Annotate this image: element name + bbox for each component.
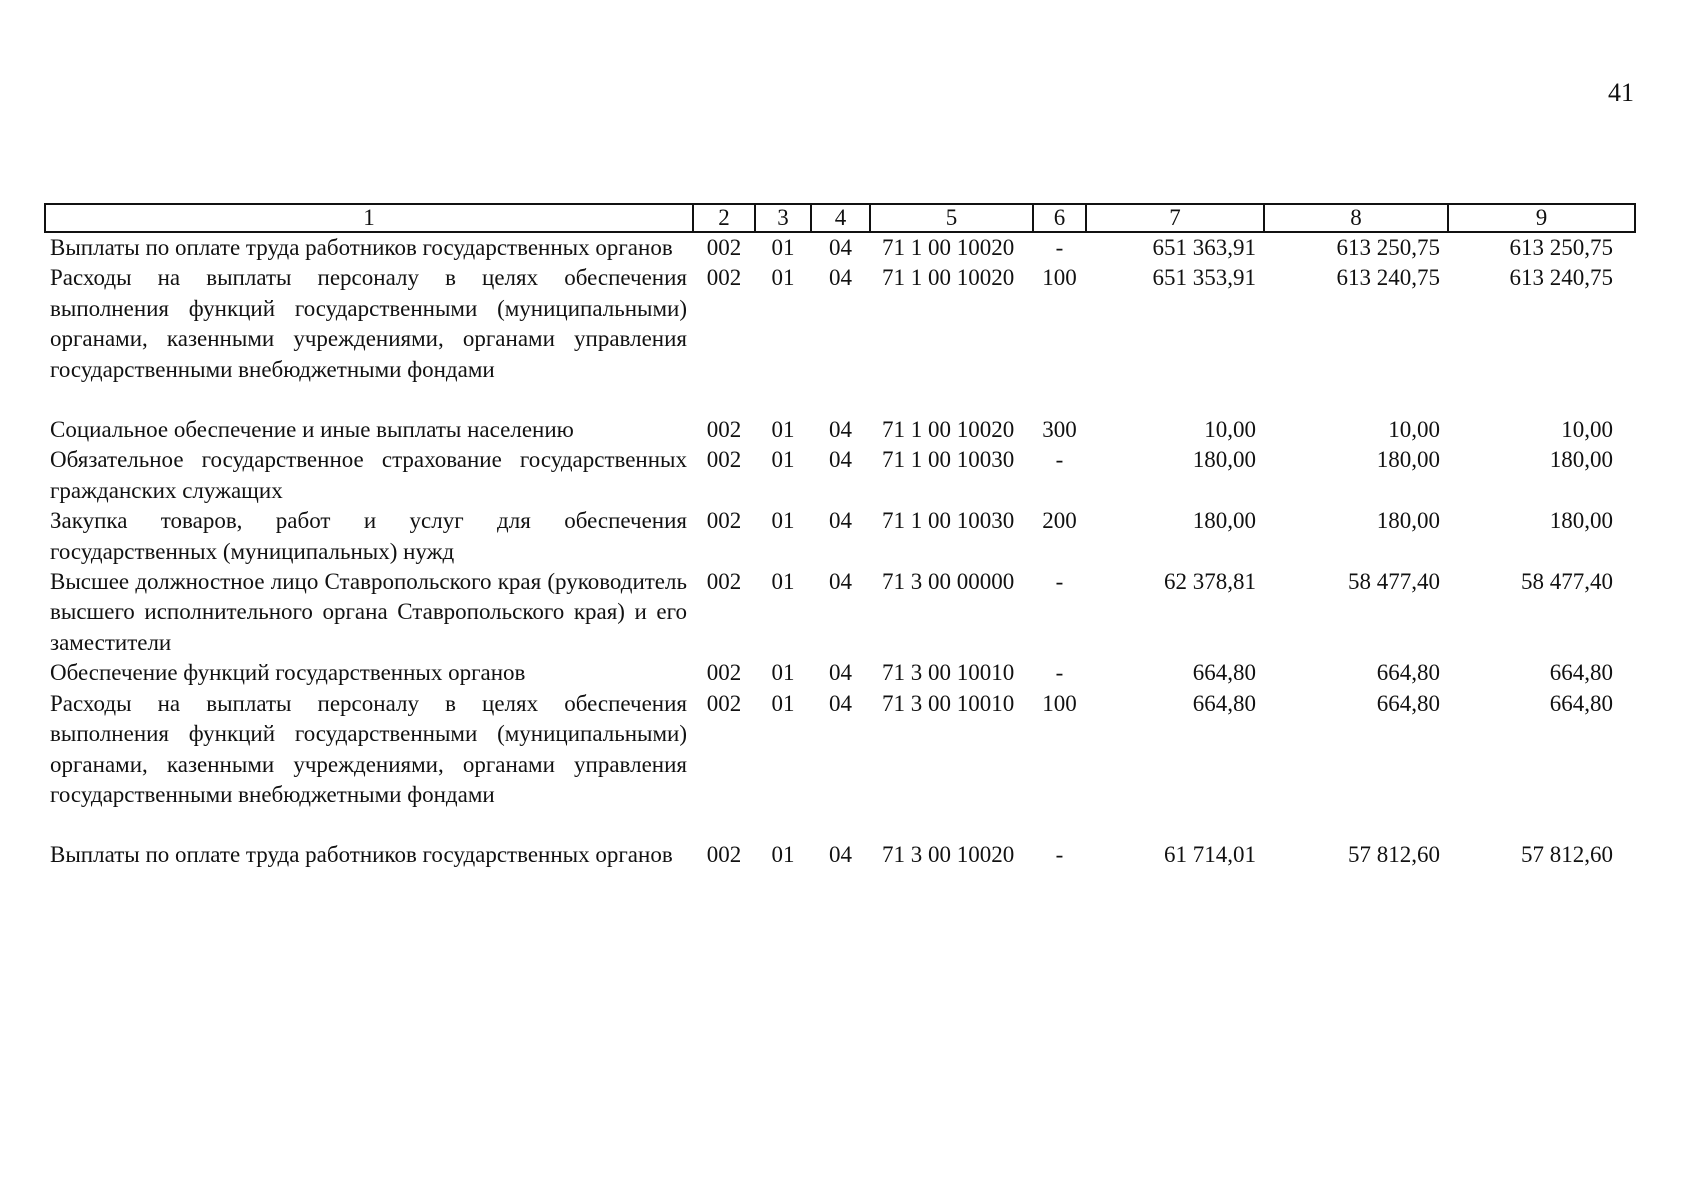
cell-amount-col7: 180,00 [1192,508,1256,534]
table-row [45,263,1635,415]
cell-expense-type: - [1055,569,1064,595]
cell-section: 01 [771,842,795,868]
cell-subsection: 04 [829,660,852,686]
cell-expense-type: 300 [1042,417,1077,443]
cell-amount-col8: 613 240,75 [1336,265,1440,291]
cell-section: 01 [771,660,795,686]
table-body [45,232,1635,871]
cell-ministry-code: 002 [706,447,742,473]
cell-target-article: 71 3 00 10020 [882,842,1015,868]
header-cell: 3 [755,204,811,232]
cell-target-article: 71 3 00 10010 [882,660,1015,686]
cell-amount-col7: 10,00 [1204,417,1256,443]
table-header [45,204,1635,232]
cell-target-article: 71 1 00 10030 [882,447,1015,473]
cell-amount-col7: 664,80 [1192,660,1256,686]
cell-expense-type: 100 [1042,265,1077,291]
cell-expense-type: - [1055,660,1064,686]
cell-amount-col9: 57 812,60 [1521,842,1613,868]
cell-amount-col8: 664,80 [1376,660,1440,686]
row-description: Социальное обеспечение и иные выплаты населению [50,417,574,443]
cell-section: 01 [771,265,795,291]
cell-section: 01 [771,690,795,716]
cell-amount-col7: 651 363,91 [1152,235,1256,260]
cell-subsection: 04 [829,447,852,473]
cell-subsection: 04 [829,235,852,260]
cell-ministry-code: 002 [706,690,742,716]
row-description: Закупка товаров, работ и услуг для обеспечения государственных (муниципальных) нужд [50,508,687,564]
cell-subsection: 04 [829,417,852,443]
cell-amount-col7: 61 714,01 [1164,842,1256,868]
cell-amount-col9: 664,80 [1549,690,1613,716]
cell-subsection: 04 [829,265,852,291]
header-cell: 8 [1264,204,1448,232]
table-row [45,506,1635,567]
cell-amount-col9: 180,00 [1549,508,1613,534]
cell-ministry-code: 002 [706,660,742,686]
row-description: Расходы на выплаты персоналу в целях обеспечения выполнения функций государственными (муниципальными) органами, казенными учреждениями, органами управления государственными внебюджетными фондами [50,690,687,807]
cell-expense-type: 200 [1042,508,1077,534]
cell-amount-col8: 664,80 [1376,690,1440,716]
cell-amount-col8: 180,00 [1376,508,1440,534]
cell-target-article: 71 1 00 10030 [882,508,1015,534]
cell-ministry-code: 002 [706,417,742,443]
cell-section: 01 [771,569,795,595]
cell-subsection: 04 [829,508,852,534]
cell-expense-type: - [1055,447,1064,473]
cell-amount-col8: 57 812,60 [1348,842,1440,868]
cell-amount-col9: 664,80 [1549,660,1613,686]
cell-target-article: 71 1 00 10020 [882,265,1015,291]
page-number: 41 [1608,78,1634,107]
cell-ministry-code: 002 [706,265,742,291]
cell-target-article: 71 3 00 10010 [882,690,1015,716]
cell-amount-col9: 58 477,40 [1521,569,1613,595]
cell-ministry-code: 002 [706,235,742,260]
cell-subsection: 04 [829,842,852,868]
cell-section: 01 [771,447,795,473]
header-cell: 7 [1086,204,1264,232]
table-row [45,840,1635,870]
cell-amount-col9: 613 250,75 [1509,235,1613,260]
header-cell: 6 [1033,204,1086,232]
cell-subsection: 04 [829,569,852,595]
cell-expense-type: - [1055,842,1064,868]
cell-target-article: 71 1 00 10020 [882,417,1015,443]
cell-target-article: 71 3 00 00000 [882,569,1015,595]
cell-ministry-code: 002 [706,569,742,595]
cell-amount-col9: 10,00 [1561,417,1613,443]
cell-ministry-code: 002 [706,508,742,534]
row-description: Расходы на выплаты персоналу в целях обеспечения выполнения функций государственными (муниципальными) органами, казенными учреждениями, органами управления государственными внебюджетными фондами [50,265,687,382]
header-cell: 4 [811,204,870,232]
budget-table-container [44,203,1636,871]
header-cell: 9 [1448,204,1635,232]
cell-expense-type: 100 [1042,690,1077,716]
row-description: Обязательное государственное страхование государственных гражданских служащих [50,447,687,503]
cell-amount-col9: 180,00 [1549,447,1613,473]
row-description: Высшее должностное лицо Ставропольского края (руководитель высшего исполнительного органа Ставропольского края) и его заместители [50,569,687,655]
cell-expense-type: - [1055,235,1064,260]
cell-amount-col7: 651 353,91 [1152,265,1256,291]
cell-ministry-code: 002 [706,842,742,868]
cell-section: 01 [771,235,795,260]
cell-amount-col9: 613 240,75 [1509,265,1613,291]
table-row [45,567,1635,658]
budget-table [44,203,1636,871]
header-row [45,204,1635,232]
row-description: Выплаты по оплате труда работников государственных органов [50,235,673,260]
table-row [45,658,1635,688]
header-cell: 1 [45,204,693,232]
header-cell: 2 [693,204,755,232]
cell-amount-col8: 613 250,75 [1336,235,1440,260]
cell-amount-col8: 10,00 [1388,417,1440,443]
cell-amount-col8: 58 477,40 [1348,569,1440,595]
table-row [45,445,1635,506]
cell-amount-col7: 180,00 [1192,447,1256,473]
cell-subsection: 04 [829,690,852,716]
cell-amount-col8: 180,00 [1376,447,1440,473]
cell-section: 01 [771,417,795,443]
table-row [45,689,1635,841]
cell-section: 01 [771,508,795,534]
table-row [45,232,1635,263]
row-description: Выплаты по оплате труда работников государственных органов [50,842,673,868]
row-description: Обеспечение функций государственных органов [50,660,526,686]
cell-amount-col7: 664,80 [1192,690,1256,716]
cell-target-article: 71 1 00 10020 [882,235,1015,260]
table-row [45,415,1635,445]
cell-amount-col7: 62 378,81 [1164,569,1256,595]
header-cell: 5 [870,204,1033,232]
